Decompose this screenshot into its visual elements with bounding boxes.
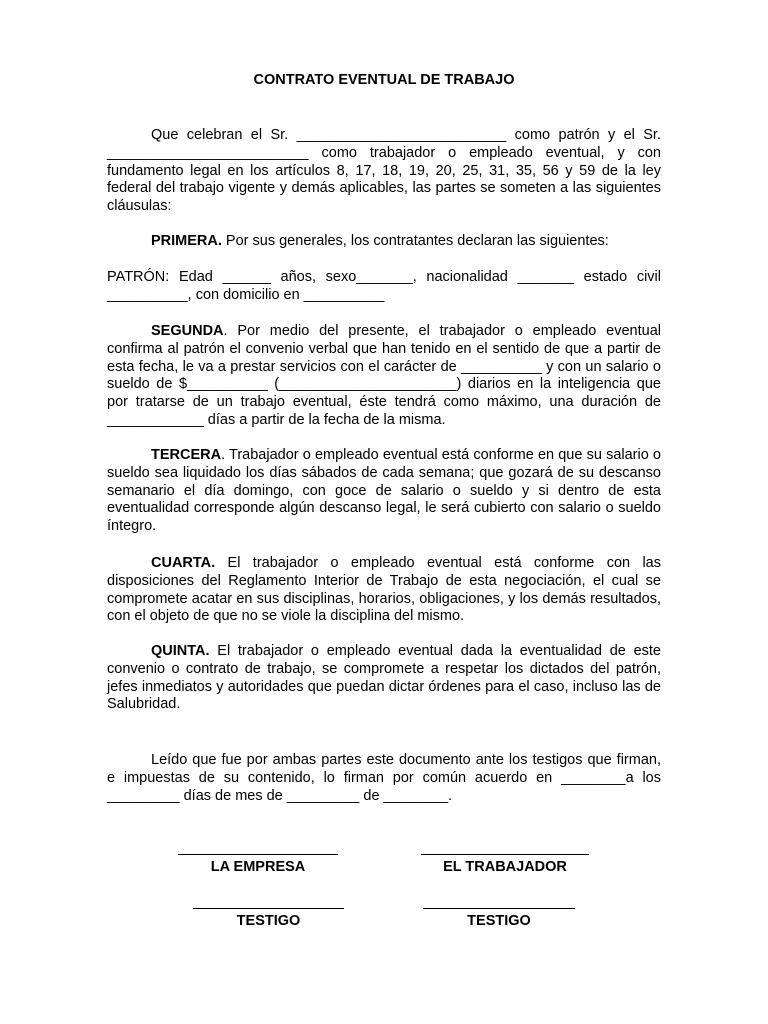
- clause-text: Por sus generales, los contratantes declaran las siguientes:: [221, 233, 609, 249]
- clause-label: SEGUNDA: [151, 323, 224, 339]
- clause-label: PRIMERA.: [151, 233, 222, 249]
- clause-text: . Trabajador o empleado eventual está conforme en que su salario o sueldo sea liquidado los días sábados de cada semana; que gozará de su descanso semanario el día domingo, con goce de salario o sueldo y si dentro de esta eventualidad corresponde algún descanso legal, le será cubierto con salario o sueldo íntegro.: [107, 447, 661, 535]
- clause-cuarta: [107, 555, 661, 626]
- closing-paragraph: [107, 752, 661, 805]
- signature-label: TESTIGO: [236, 913, 301, 929]
- clause-segunda: [107, 323, 661, 430]
- clause-text: El trabajador o empleado eventual está conforme con las disposiciones del Reglamento Interior de Trabajo de esta negociación, el cual se compromete acatar en sus disciplinas, horarios, obligaciones, y los demás resultados, con el objeto de que no se viole la disciplina del mismo.: [107, 555, 661, 625]
- clause-tercera: [107, 447, 661, 536]
- signature-line: [421, 854, 589, 855]
- signature-line: [178, 854, 338, 855]
- signature-label: LA EMPRESA: [210, 859, 306, 875]
- signature-line: [193, 908, 344, 909]
- clause-label: TERCERA: [151, 447, 222, 463]
- signature-trabajador: [421, 854, 589, 875]
- intro-text: Que celebran el Sr. __________________________ como patrón y el Sr. _________________________ como trabajador o empleado eventual, y con fundamento legal en los artículos 8, 17, 18, 19, 20, 25, 31, 35, 56 y 59 de la ley federal del trabajo vigente y demás aplicables, las partes se someten a las siguientes cláusulas:: [107, 127, 661, 215]
- clause-label: QUINTA.: [151, 643, 210, 659]
- document-title: CONTRATO EVENTUAL DE TRABAJO: [253, 72, 515, 88]
- clause-quinta: [107, 643, 661, 714]
- clause-text: El trabajador o empleado eventual dada la eventualidad de este convenio o contrato de trabajo, se compromete a respetar los dictados del patrón, jefes inmediatos y autoridades que puedan dictar órdenes para el caso, incluso las de Salubridad.: [107, 643, 661, 713]
- closing-text: Leído que fue por ambas partes este documento ante los testigos que firman, e impuestas de su contenido, lo firman por común acuerdo en ________a los _________ días de mes de _________ de ________.: [107, 752, 661, 804]
- intro-paragraph: [107, 127, 661, 216]
- signature-line: [423, 908, 575, 909]
- clause-text: . Por medio del presente, el trabajador o empleado eventual confirma al patrón el convenio verbal que han tenido en el sentido de que a partir de esta fecha, le va a prestar servicios con el carácter de __________ y con un salario o sueldo de $__________ (______________________) diarios en la inteligencia que por tratarse de un trabajo eventual, éste tendrá como máximo, una duración de ____________ días a partir de la fecha de la misma.: [107, 323, 661, 428]
- patron-text: PATRÓN: Edad ______ años, sexo_______, nacionalidad _______ estado civil __________, con domicilio en __________: [107, 269, 661, 303]
- signature-label: EL TRABAJADOR: [443, 859, 567, 875]
- signature-testigo-2: [423, 908, 575, 929]
- patron-details: [107, 269, 661, 305]
- clause-primera: [107, 233, 661, 251]
- signature-testigo-1: [193, 908, 344, 929]
- signature-empresa: [178, 854, 338, 875]
- signature-label: TESTIGO: [467, 913, 531, 929]
- clause-label: CUARTA.: [151, 555, 216, 571]
